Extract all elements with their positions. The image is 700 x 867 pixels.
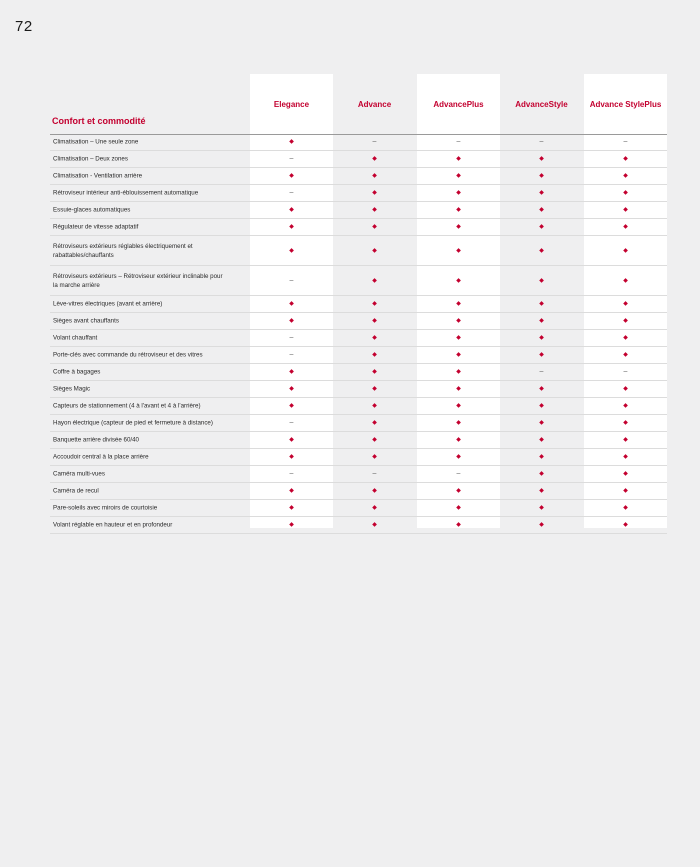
standard-diamond-icon: ◆ xyxy=(289,173,294,179)
standard-diamond-icon: ◆ xyxy=(539,335,544,341)
column-header-text: Style xyxy=(548,99,568,109)
standard-diamond-icon: ◆ xyxy=(289,505,294,511)
standard-diamond-icon: ◆ xyxy=(456,318,461,324)
standard-diamond-icon: ◆ xyxy=(623,471,628,477)
standard-diamond-icon: ◆ xyxy=(539,454,544,460)
row-label: Climatisation - Ventilation arrière xyxy=(53,172,143,180)
table-header xyxy=(50,74,667,135)
row-label: Volant chauffant xyxy=(53,334,98,342)
standard-diamond-icon: ◆ xyxy=(289,403,294,409)
standard-diamond-icon: ◆ xyxy=(372,454,377,460)
standard-diamond-icon: ◆ xyxy=(623,247,628,254)
standard-diamond-icon: ◆ xyxy=(456,454,461,460)
standard-diamond-icon: ◆ xyxy=(539,437,544,443)
row-label: Caméra de recul xyxy=(53,487,99,495)
standard-diamond-icon: ◆ xyxy=(372,369,377,375)
standard-diamond-icon: ◆ xyxy=(623,277,628,284)
column-header-text: Advance Style xyxy=(589,99,645,109)
standard-diamond-icon: ◆ xyxy=(456,207,461,213)
not-available-dash: – xyxy=(289,276,294,284)
standard-diamond-icon: ◆ xyxy=(539,277,544,284)
not-available-dash: – xyxy=(289,155,294,162)
table-row xyxy=(50,466,667,483)
standard-diamond-icon: ◆ xyxy=(539,488,544,494)
table-row xyxy=(50,449,667,466)
not-available-dash: – xyxy=(289,419,294,426)
standard-diamond-icon: ◆ xyxy=(372,190,377,196)
standard-diamond-icon: ◆ xyxy=(623,352,628,358)
standard-diamond-icon: ◆ xyxy=(623,301,628,307)
standard-diamond-icon: ◆ xyxy=(623,318,628,324)
not-available-dash: – xyxy=(539,138,544,145)
column-header-text: Advance xyxy=(433,99,467,109)
standard-diamond-icon: ◆ xyxy=(372,277,377,284)
standard-diamond-icon: ◆ xyxy=(623,403,628,409)
standard-diamond-icon: ◆ xyxy=(623,454,628,460)
standard-diamond-icon: ◆ xyxy=(623,505,628,511)
table-row xyxy=(50,347,667,364)
standard-diamond-icon: ◆ xyxy=(623,488,628,494)
column-header-2 xyxy=(333,74,416,134)
standard-diamond-icon: ◆ xyxy=(456,301,461,307)
standard-diamond-icon: ◆ xyxy=(372,386,377,392)
standard-diamond-icon: ◆ xyxy=(372,247,377,254)
standard-diamond-icon: ◆ xyxy=(456,522,461,528)
standard-diamond-icon: ◆ xyxy=(456,173,461,179)
column-header-4 xyxy=(500,74,583,134)
standard-diamond-icon: ◆ xyxy=(456,335,461,341)
standard-diamond-icon: ◆ xyxy=(623,437,628,443)
row-label: Rétroviseurs extérieurs – Rétroviseur extérieur inclinable pour la marche arrière xyxy=(53,272,223,289)
table-row xyxy=(50,185,667,202)
standard-diamond-icon: ◆ xyxy=(623,335,628,341)
standard-diamond-icon: ◆ xyxy=(372,318,377,324)
table-row xyxy=(50,517,667,534)
row-label: Volant réglable en hauteur et en profondeur xyxy=(53,521,173,529)
comparison-table xyxy=(50,74,667,528)
standard-diamond-icon: ◆ xyxy=(623,207,628,213)
not-available-dash: – xyxy=(289,189,294,196)
standard-diamond-icon: ◆ xyxy=(623,224,628,230)
row-label: Pare-soleils avec miroirs de courtoisie xyxy=(53,504,158,512)
standard-diamond-icon: ◆ xyxy=(289,139,294,145)
section-title: Confort et commodité xyxy=(52,116,146,126)
row-label: Sièges Magic xyxy=(53,385,91,393)
standard-diamond-icon: ◆ xyxy=(623,522,628,528)
table-row xyxy=(50,313,667,330)
standard-diamond-icon: ◆ xyxy=(539,386,544,392)
standard-diamond-icon: ◆ xyxy=(372,437,377,443)
standard-diamond-icon: ◆ xyxy=(372,403,377,409)
row-label: Banquette arrière divisée 60/40 xyxy=(53,436,139,444)
standard-diamond-icon: ◆ xyxy=(539,173,544,179)
standard-diamond-icon: ◆ xyxy=(456,488,461,494)
table-row xyxy=(50,296,667,313)
standard-diamond-icon: ◆ xyxy=(372,207,377,213)
table-row xyxy=(50,236,667,266)
not-available-dash: – xyxy=(456,138,461,145)
not-available-dash: – xyxy=(372,138,377,145)
not-available-dash: – xyxy=(289,334,294,341)
table-body xyxy=(50,134,667,534)
table-row xyxy=(50,151,667,168)
column-header-5 xyxy=(584,74,667,134)
standard-diamond-icon: ◆ xyxy=(539,301,544,307)
table-row xyxy=(50,168,667,185)
standard-diamond-icon: ◆ xyxy=(456,190,461,196)
not-available-dash: – xyxy=(289,351,294,358)
standard-diamond-icon: ◆ xyxy=(372,224,377,230)
row-label: Rétroviseur intérieur anti-éblouissement automatique xyxy=(53,189,199,197)
column-header-3 xyxy=(417,74,500,134)
table-row xyxy=(50,330,667,347)
table-row xyxy=(50,364,667,381)
standard-diamond-icon: ◆ xyxy=(372,156,377,162)
row-label: Climatisation – Une seule zone xyxy=(53,138,139,146)
row-label: Hayon électrique (capteur de pied et fermeture à distance) xyxy=(53,419,213,427)
not-available-dash: – xyxy=(623,138,628,145)
standard-diamond-icon: ◆ xyxy=(623,386,628,392)
standard-diamond-icon: ◆ xyxy=(539,505,544,511)
standard-diamond-icon: ◆ xyxy=(456,247,461,254)
row-label: Régulateur de vitesse adaptatif xyxy=(53,223,139,231)
standard-diamond-icon: ◆ xyxy=(623,173,628,179)
standard-diamond-icon: ◆ xyxy=(289,224,294,230)
standard-diamond-icon: ◆ xyxy=(372,522,377,528)
standard-diamond-icon: ◆ xyxy=(539,352,544,358)
standard-diamond-icon: ◆ xyxy=(456,386,461,392)
standard-diamond-icon: ◆ xyxy=(289,318,294,324)
standard-diamond-icon: ◆ xyxy=(372,173,377,179)
standard-diamond-icon: ◆ xyxy=(539,471,544,477)
standard-diamond-icon: ◆ xyxy=(623,420,628,426)
standard-diamond-icon: ◆ xyxy=(539,403,544,409)
row-label: Sièges avant chauffants xyxy=(53,317,119,325)
table-row xyxy=(50,415,667,432)
table-row xyxy=(50,266,667,296)
column-header-text: Plus xyxy=(644,99,662,109)
standard-diamond-icon: ◆ xyxy=(289,488,294,494)
column-header-text: Advance xyxy=(357,99,392,109)
standard-diamond-icon: ◆ xyxy=(539,247,544,254)
standard-diamond-icon: ◆ xyxy=(289,386,294,392)
standard-diamond-icon: ◆ xyxy=(456,437,461,443)
standard-diamond-icon: ◆ xyxy=(539,522,544,528)
not-available-dash: – xyxy=(456,470,461,477)
standard-diamond-icon: ◆ xyxy=(289,454,294,460)
standard-diamond-icon: ◆ xyxy=(456,403,461,409)
standard-diamond-icon: ◆ xyxy=(372,505,377,511)
table-row xyxy=(50,381,667,398)
standard-diamond-icon: ◆ xyxy=(372,352,377,358)
standard-diamond-icon: ◆ xyxy=(372,335,377,341)
standard-diamond-icon: ◆ xyxy=(289,247,294,254)
table-row xyxy=(50,500,667,517)
row-label: Porte-clés avec commande du rétroviseur et des vitres xyxy=(53,351,203,359)
standard-diamond-icon: ◆ xyxy=(539,156,544,162)
table-row xyxy=(50,134,667,151)
standard-diamond-icon: ◆ xyxy=(456,505,461,511)
standard-diamond-icon: ◆ xyxy=(623,190,628,196)
row-label: Rétroviseurs extérieurs réglables électriquement et rabattables/chauffants xyxy=(53,242,193,259)
table-row xyxy=(50,219,667,236)
standard-diamond-icon: ◆ xyxy=(623,156,628,162)
table-row xyxy=(50,202,667,219)
not-available-dash: – xyxy=(539,368,544,375)
standard-diamond-icon: ◆ xyxy=(539,318,544,324)
row-label: Caméra multi-vues xyxy=(53,470,105,478)
standard-diamond-icon: ◆ xyxy=(289,207,294,213)
standard-diamond-icon: ◆ xyxy=(289,522,294,528)
table-row xyxy=(50,432,667,449)
standard-diamond-icon: ◆ xyxy=(372,420,377,426)
row-label: Essuie-glaces automatiques xyxy=(53,206,131,214)
standard-diamond-icon: ◆ xyxy=(539,190,544,196)
column-header-1 xyxy=(250,74,333,134)
row-label: Accoudoir central à la place arrière xyxy=(53,453,149,461)
standard-diamond-icon: ◆ xyxy=(456,156,461,162)
standard-diamond-icon: ◆ xyxy=(456,420,461,426)
not-available-dash: – xyxy=(623,368,628,375)
standard-diamond-icon: ◆ xyxy=(289,369,294,375)
standard-diamond-icon: ◆ xyxy=(539,207,544,213)
standard-diamond-icon: ◆ xyxy=(289,301,294,307)
row-label: Lève-vitres électriques (avant et arrière) xyxy=(53,300,163,308)
page-number: 72 xyxy=(15,18,33,35)
column-header-text: Elegance xyxy=(273,99,310,109)
row-label: Capteurs de stationnement (4 à l'avant et 4 à l'arrière) xyxy=(53,402,201,410)
standard-diamond-icon: ◆ xyxy=(372,301,377,307)
standard-diamond-icon: ◆ xyxy=(539,224,544,230)
standard-diamond-icon: ◆ xyxy=(539,420,544,426)
not-available-dash: – xyxy=(289,470,294,477)
column-header-text: Plus xyxy=(466,99,484,109)
standard-diamond-icon: ◆ xyxy=(456,369,461,375)
standard-diamond-icon: ◆ xyxy=(456,224,461,230)
standard-diamond-icon: ◆ xyxy=(456,277,461,284)
row-label: Climatisation – Deux zones xyxy=(53,155,128,163)
standard-diamond-icon: ◆ xyxy=(456,352,461,358)
standard-diamond-icon: ◆ xyxy=(289,437,294,443)
not-available-dash: – xyxy=(372,470,377,477)
table-row xyxy=(50,483,667,500)
table-row xyxy=(50,398,667,415)
standard-diamond-icon: ◆ xyxy=(372,488,377,494)
row-label: Coffre à bagages xyxy=(53,368,101,376)
column-header-text: Advance xyxy=(515,99,549,109)
